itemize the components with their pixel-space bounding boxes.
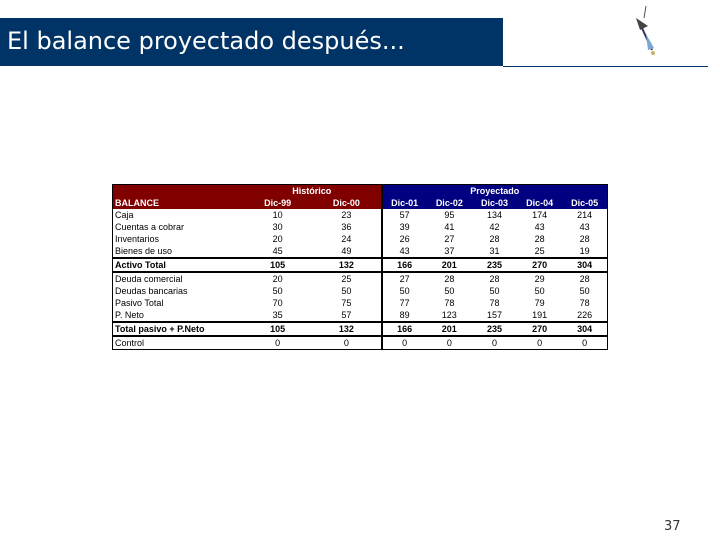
row-label: Bienes de uso <box>115 246 173 256</box>
table-cell: 0 <box>562 336 607 350</box>
table-cell: 50 <box>341 286 352 296</box>
table-cell: 214 <box>577 210 593 220</box>
table-cell: 191 <box>532 310 548 320</box>
table-cell: 270 <box>517 322 562 336</box>
table-row <box>113 258 608 272</box>
table-cell: 28 <box>562 272 607 285</box>
table-cell: 27 <box>382 272 427 285</box>
title-rule <box>503 66 708 67</box>
table-cell: 77 <box>382 297 427 309</box>
column-header: Dic-04 <box>517 197 562 209</box>
row-label: Activo Total <box>113 258 244 272</box>
table-row <box>113 309 608 322</box>
table-cell: 29 <box>517 272 562 285</box>
table-cell: 41 <box>444 222 455 232</box>
table-cell: 20 <box>272 234 283 244</box>
table-cell: 0 <box>312 336 381 350</box>
table-cell: 27 <box>444 234 455 244</box>
column-header: Dic-99 <box>243 197 312 209</box>
table-cell: 57 <box>341 310 352 320</box>
table-cell: 166 <box>382 258 427 272</box>
column-header: Dic-01 <box>382 197 427 209</box>
table-cell: 105 <box>243 258 312 272</box>
table-cell: 270 <box>517 258 562 272</box>
table-cell: 45 <box>272 246 283 256</box>
table-cell: 50 <box>579 286 590 296</box>
row-label: Deudas bancarias <box>115 286 188 296</box>
table-cell: 23 <box>341 210 352 220</box>
column-header: Dic-00 <box>312 197 381 209</box>
row-label: Pasivo Total <box>115 298 164 308</box>
table-cell: 0 <box>243 336 312 350</box>
table-row <box>113 336 608 350</box>
table-cell: 235 <box>472 322 517 336</box>
table-cell: 19 <box>579 246 590 256</box>
column-header-row <box>113 197 608 209</box>
table-cell: 123 <box>441 310 457 320</box>
table-cell: 132 <box>312 258 381 272</box>
table-row <box>113 322 608 336</box>
table-cell: 25 <box>312 272 381 285</box>
row-label: Control <box>113 336 244 350</box>
column-header: Dic-03 <box>472 197 517 209</box>
pen-nib-icon <box>628 4 668 60</box>
table-cell: 42 <box>489 222 500 232</box>
group-header-row <box>113 185 608 198</box>
balance-table <box>112 184 608 350</box>
table-cell: 28 <box>579 234 590 244</box>
row-label: Inventarios <box>115 234 160 244</box>
table-cell: 28 <box>534 234 545 244</box>
table-cell: 25 <box>534 246 545 256</box>
table-cell: 304 <box>562 258 607 272</box>
slide-title: El balance proyectado después... <box>7 27 405 55</box>
table-cell: 28 <box>427 272 472 285</box>
table-cell: 70 <box>272 298 283 308</box>
table-cell: 134 <box>486 210 502 220</box>
table-cell: 43 <box>382 245 427 258</box>
table-row <box>113 209 608 221</box>
table-cell: 226 <box>577 310 593 320</box>
table-cell: 37 <box>444 246 455 256</box>
table-row <box>113 233 608 245</box>
table-cell: 24 <box>341 234 352 244</box>
table-cell: 28 <box>489 234 500 244</box>
page-number: 37 <box>664 519 681 534</box>
table-cell: 201 <box>427 322 472 336</box>
table-cell: 75 <box>341 298 352 308</box>
table-cell: 174 <box>532 210 548 220</box>
table-cell: 50 <box>382 285 427 297</box>
table-cell: 31 <box>489 246 500 256</box>
table-cell: 50 <box>444 286 455 296</box>
table-cell: 50 <box>272 286 283 296</box>
table-cell: 10 <box>272 210 283 220</box>
column-header: Dic-05 <box>562 197 607 209</box>
table-cell: 105 <box>243 322 312 336</box>
table-cell: 157 <box>486 310 502 320</box>
row-label: Deuda comercial <box>113 272 244 285</box>
table-body <box>113 209 608 350</box>
table-cell: 235 <box>472 258 517 272</box>
table-cell: 78 <box>444 298 455 308</box>
table-cell: 132 <box>312 322 381 336</box>
table-cell: 30 <box>272 222 283 232</box>
row-label: Total pasivo + P.Neto <box>113 322 244 336</box>
table-cell: 20 <box>243 272 312 285</box>
table-cell: 166 <box>382 322 427 336</box>
table-cell: 35 <box>272 310 283 320</box>
table-cell: 0 <box>382 336 427 350</box>
group-header-blank <box>113 185 244 198</box>
table-cell: 95 <box>444 210 455 220</box>
row-label: Caja <box>115 210 134 220</box>
table-cell: 78 <box>579 298 590 308</box>
table-cell: 0 <box>427 336 472 350</box>
table-cell: 0 <box>472 336 517 350</box>
table-cell: 39 <box>382 221 427 233</box>
table-cell: 89 <box>382 309 427 322</box>
table-cell: 78 <box>489 298 500 308</box>
table-row <box>113 245 608 258</box>
header-label: BALANCE <box>113 197 244 209</box>
group-proyectado: Proyectado <box>382 185 608 198</box>
table-cell: 0 <box>517 336 562 350</box>
table-cell: 43 <box>579 222 590 232</box>
row-label: Cuentas a cobrar <box>115 222 185 232</box>
table-cell: 79 <box>534 298 545 308</box>
table-row <box>113 221 608 233</box>
row-label: P. Neto <box>115 310 144 320</box>
table-cell: 50 <box>534 286 545 296</box>
table-row <box>113 272 608 285</box>
table-cell: 28 <box>472 272 517 285</box>
table-cell: 26 <box>382 233 427 245</box>
group-historico: Histórico <box>243 185 382 198</box>
table-row <box>113 285 608 297</box>
table-cell: 304 <box>562 322 607 336</box>
table-row <box>113 297 608 309</box>
table-cell: 50 <box>489 286 500 296</box>
table-cell: 57 <box>382 209 427 221</box>
table-cell: 49 <box>341 246 352 256</box>
table-cell: 43 <box>534 222 545 232</box>
balance-table-container <box>112 184 608 350</box>
column-header: Dic-02 <box>427 197 472 209</box>
table-cell: 36 <box>341 222 352 232</box>
table-cell: 201 <box>427 258 472 272</box>
